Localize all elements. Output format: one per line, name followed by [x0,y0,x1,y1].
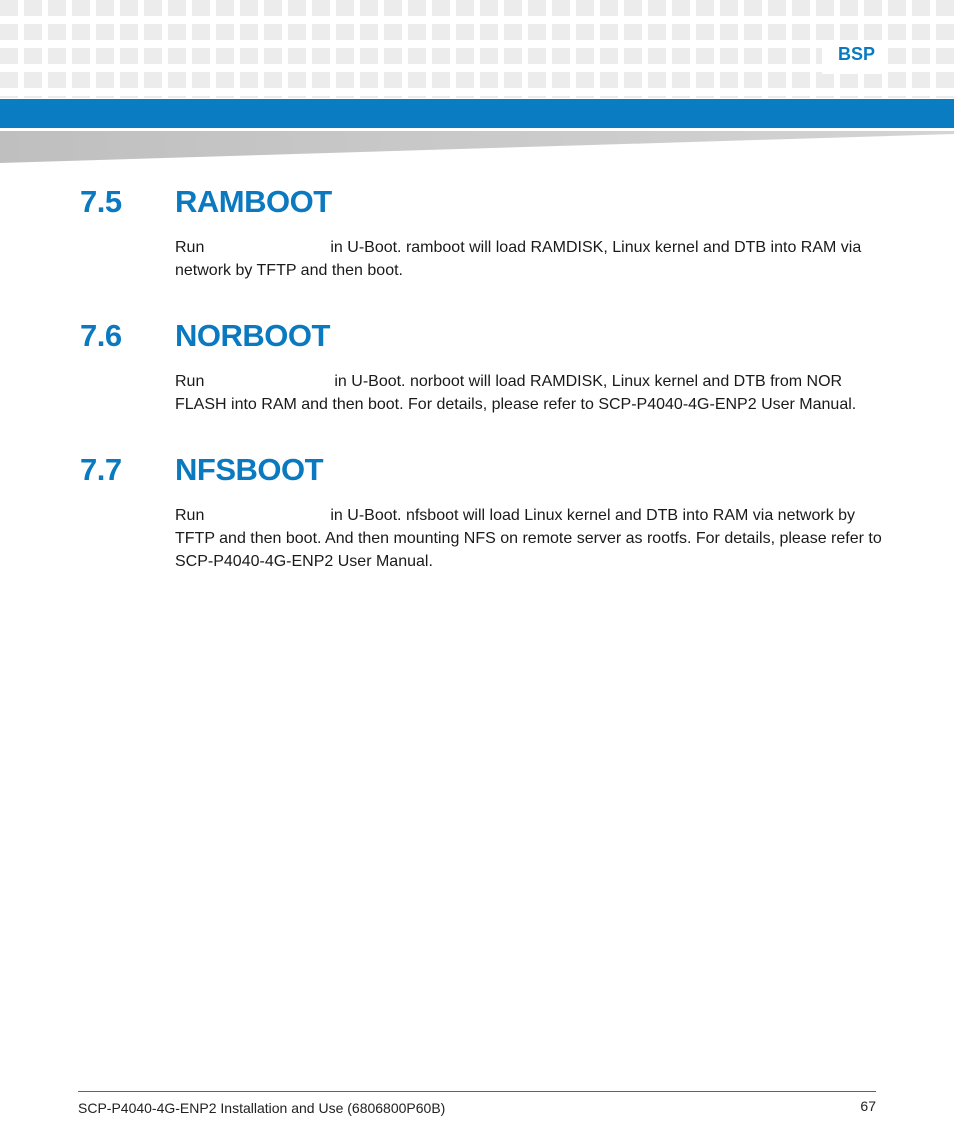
footer-divider [78,1091,876,1092]
body-rest: TFTP and then boot. And then mounting NFS on remote server as rootfs. For details, please refer to SCP-P4040-4G-ENP2 User Manual. [175,530,882,570]
body-rest: FLASH into RAM and then boot. For details, please refer to SCP-P4040-4G-ENP2 User Manual. [175,396,857,413]
section-title: NFSBOOT [175,452,324,487]
page-number: 67 [860,1098,876,1114]
run-word: Run [175,507,205,524]
body-line-1: in U-Boot. ramboot will load RAMDISK, Linux kernel and DTB into RAM via [330,239,862,256]
section-title: NORBOOT [175,318,330,353]
chapter-label: BSP [838,44,876,64]
section-number: 7.5 [80,184,122,219]
header-blue-bar [0,99,954,128]
body-line-1: in U-Boot. norboot will load RAMDISK, Linux kernel and DTB from NOR [334,373,843,390]
body-rest: network by TFTP and then boot. [175,262,403,279]
body-line-1: in U-Boot. nfsboot will load Linux kernel and DTB into RAM via network by [330,507,856,524]
section-number: 7.6 [80,318,122,353]
run-word: Run [175,239,205,256]
section-body [175,370,885,416]
header-pattern [0,0,954,98]
run-word: Run [175,373,205,390]
section-title: RAMBOOT [175,184,332,219]
section-number: 7.7 [80,452,122,487]
header-grey-wedge [0,131,954,163]
section-body [175,504,885,573]
footer-document-title: SCP-P4040-4G-ENP2 Installation and Use (6806800P60B) [78,1100,446,1116]
section-body [175,236,885,282]
